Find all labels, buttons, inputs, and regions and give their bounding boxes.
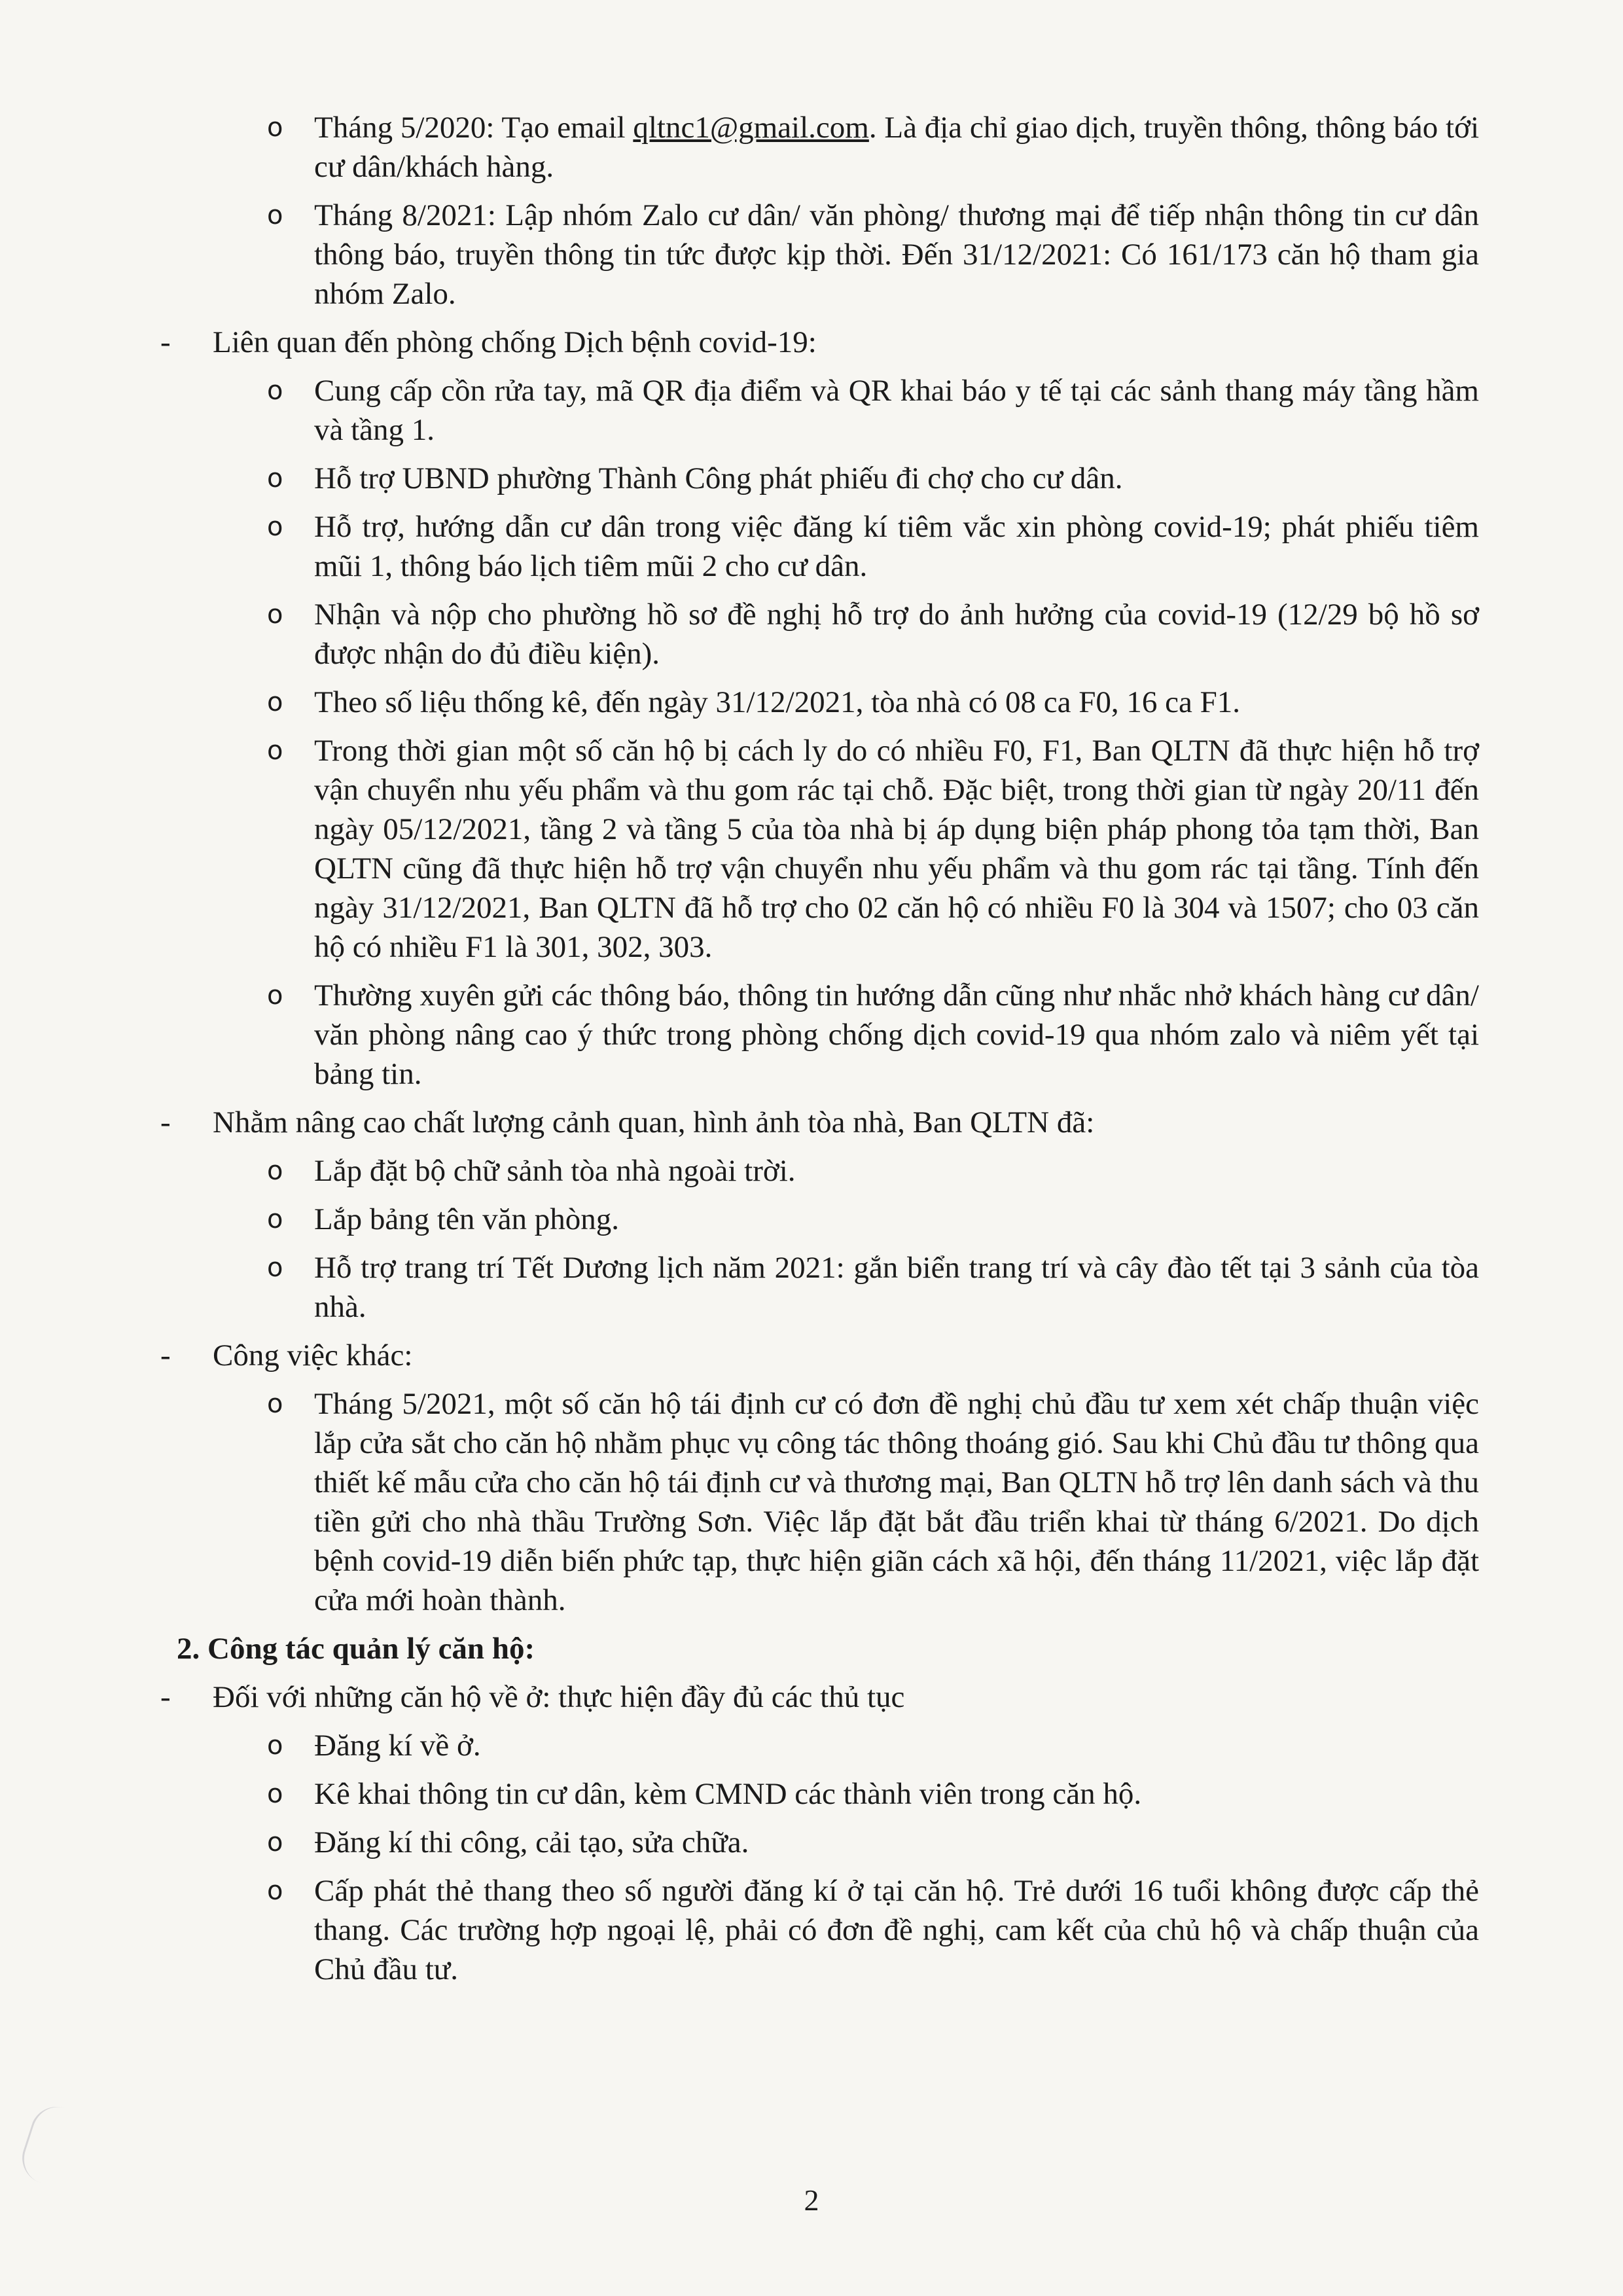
circle-bullet-icon: o (267, 600, 283, 630)
section-title-text: Công việc khác: (213, 1338, 413, 1372)
list-item (196, 1200, 1479, 1239)
circle-bullet-icon: o (267, 463, 283, 493)
covid-list (196, 371, 1479, 1094)
list-item-text: Đăng kí về ở. (314, 1729, 481, 1763)
circle-bullet-icon: o (267, 1156, 283, 1186)
email-link[interactable]: qltnc1@gmail.com (633, 111, 869, 145)
list-item-text: Cung cấp cồn rửa tay, mã QR địa điểm và QR khai báo y tế tại các sảnh thang máy tầng hầm và tầng 1. (314, 374, 1479, 447)
list-item (196, 196, 1479, 314)
list-item-text: Thường xuyên gửi các thông báo, thông tin hướng dẫn cũng như nhắc nhở khách hàng cư dân/ văn phòng nâng cao ý thức trong phòng chống dịch covid-19 qua nhóm zalo và niêm yết tại bảng tin. (314, 978, 1479, 1091)
list-item-text: Nhận và nộp cho phường hồ sơ đề nghị hỗ trợ do ảnh hưởng của covid-19 (12/29 bộ hồ sơ được nhận do đủ điều kiện). (314, 598, 1479, 671)
list-item (196, 371, 1479, 450)
circle-bullet-icon: o (267, 736, 283, 766)
document-body (160, 108, 1480, 1998)
list-item (196, 1871, 1479, 1989)
list-item-text: Kê khai thông tin cư dân, kèm CMND các thành viên trong căn hộ. (314, 1777, 1142, 1811)
circle-bullet-icon: o (267, 1876, 283, 1906)
list-item-text: Hỗ trợ UBND phường Thành Công phát phiếu đi chợ cho cư dân. (314, 461, 1123, 495)
list-item-text: Theo số liệu thống kê, đến ngày 31/12/2021, tòa nhà có 08 ca F0, 16 ca F1. (314, 685, 1240, 719)
list-item-text: Đăng kí thi công, cải tạo, sửa chữa. (314, 1825, 749, 1859)
circle-bullet-icon: o (267, 376, 283, 406)
list-item (196, 731, 1479, 967)
list-item-text: Tháng 5/2021, một số căn hộ tái định cư có đơn đề nghị chủ đầu tư xem xét chấp thuận việc lắp cửa sắt cho căn hộ nhằm phục vụ công tác thông thoáng gió. Sau khi Chủ đầu tư thông qua thiết kế mẫu cửa cho căn hộ tái định cư và thương mại, Ban QLTN hỗ trợ lên danh sách và thu tiền gửi cho nhà thầu Trường Sơn. Việc lắp đặt bắt đầu triển khai từ tháng 6/2021. Do dịch bệnh covid-19 diễn biến phức tạp, thực hiện giãn cách xã hội, đến tháng 11/2021, việc lắp đặt cửa mới hoàn thành. (314, 1387, 1479, 1617)
dash-bullet-icon: - (160, 1105, 171, 1139)
dash-bullet-icon: - (160, 1680, 171, 1714)
section-title-text: Nhằm nâng cao chất lượng cảnh quan, hình ảnh tòa nhà, Ban QLTN đã: (213, 1105, 1095, 1139)
list-item (196, 1726, 1479, 1765)
list-item (196, 459, 1479, 498)
list-item-text: Tháng 5/2020: Tạo email (314, 111, 633, 145)
list-item (196, 1151, 1479, 1191)
circle-bullet-icon: o (267, 1253, 283, 1283)
list-item-text: Hỗ trợ trang trí Tết Dương lịch năm 2021: gắn biển trang trí và cây đào tết tại 3 sảnh của tòa nhà. (314, 1251, 1479, 1324)
circle-bullet-icon: o (267, 512, 283, 542)
dash-bullet-icon: - (160, 325, 171, 359)
list-item-text: . Là địa chỉ giao dịch, truyền thông, thông báo tới cư dân/khách hàng. (314, 111, 1480, 184)
list-item (196, 1248, 1479, 1327)
circle-bullet-icon: o (267, 1389, 283, 1419)
list-item-text: Hỗ trợ, hướng dẫn cư dân trong việc đăng kí tiêm vắc xin phòng covid-19; phát phiếu tiêm mũi 1, thông báo lịch tiêm mũi 2 cho cư dân. (314, 510, 1479, 583)
section-title-text: Đối với những căn hộ về ở: thực hiện đầy đủ các thủ tục (213, 1680, 905, 1714)
circle-bullet-icon: o (267, 980, 283, 1011)
list-item (196, 1774, 1479, 1814)
list-item (196, 1823, 1479, 1862)
other-list (196, 1384, 1479, 1620)
apartments-list (196, 1726, 1479, 1989)
list-item (196, 683, 1479, 722)
section-heading: 2. Công tác quản lý căn hộ: (177, 1632, 535, 1666)
list-item (196, 976, 1479, 1094)
list-item-text: Lắp bảng tên văn phòng. (314, 1202, 619, 1236)
list-item (196, 507, 1479, 586)
landscape-list (196, 1151, 1479, 1327)
section-apartments-title (160, 1677, 1479, 1717)
circle-bullet-icon: o (267, 1204, 283, 1234)
circle-bullet-icon: o (267, 1731, 283, 1761)
handwritten-mark-icon (16, 2100, 98, 2194)
circle-bullet-icon: o (267, 687, 283, 717)
section-covid-title (160, 323, 1479, 362)
circle-bullet-icon: o (267, 1779, 283, 1809)
list-item-text: Trong thời gian một số căn hộ bị cách ly do có nhiều F0, F1, Ban QLTN đã thực hiện hỗ trợ vận chuyển nhu yếu phẩm và thu gom rác tại chỗ. Đặc biệt, trong thời gian từ ngày 20/11 đến ngày 05/12/2021, tầng 2 và tầng 5 của tòa nhà bị áp dụng biện pháp phong tỏa tạm thời, Ban QLTN cũng đã thực hiện hỗ trợ vận chuyển nhu yếu phẩm và thu gom rác tại tầng. Tính đến ngày 31/12/2021, Ban QLTN đã hỗ trợ cho 02 căn hộ có nhiều F0 là 304 và 1507; cho 03 căn hộ có nhiều F1 là 301, 302, 303. (314, 734, 1479, 964)
dash-bullet-icon: - (160, 1338, 171, 1372)
page-number: 2 (804, 2183, 819, 2217)
section-other-title (160, 1336, 1479, 1375)
section-title-text: Liên quan đến phòng chống Dịch bệnh covid-19: (213, 325, 817, 359)
circle-bullet-icon: o (267, 1827, 283, 1857)
list-item-text: Tháng 8/2021: Lập nhóm Zalo cư dân/ văn phòng/ thương mại để tiếp nhận thông tin cư dân thông báo, truyền thông tin tức được kịp thời. Đến 31/12/2021: Có 161/173 căn hộ tham gia nhóm Zalo. (314, 198, 1479, 311)
list-item (196, 595, 1479, 673)
list-item-text: Cấp phát thẻ thang theo số người đăng kí ở tại căn hộ. Trẻ dưới 16 tuổi không được cấp thẻ thang. Các trường hợp ngoại lệ, phải có đơn đề nghị, cam kết của chủ hộ và chấp thuận của Chủ đầu tư. (314, 1874, 1479, 1986)
circle-bullet-icon: o (267, 200, 283, 230)
circle-bullet-icon: o (267, 113, 283, 143)
list-item (196, 1384, 1479, 1620)
list-item-text: Lắp đặt bộ chữ sảnh tòa nhà ngoài trời. (314, 1154, 796, 1188)
section-landscape-title (160, 1103, 1479, 1142)
list-item (196, 108, 1479, 187)
